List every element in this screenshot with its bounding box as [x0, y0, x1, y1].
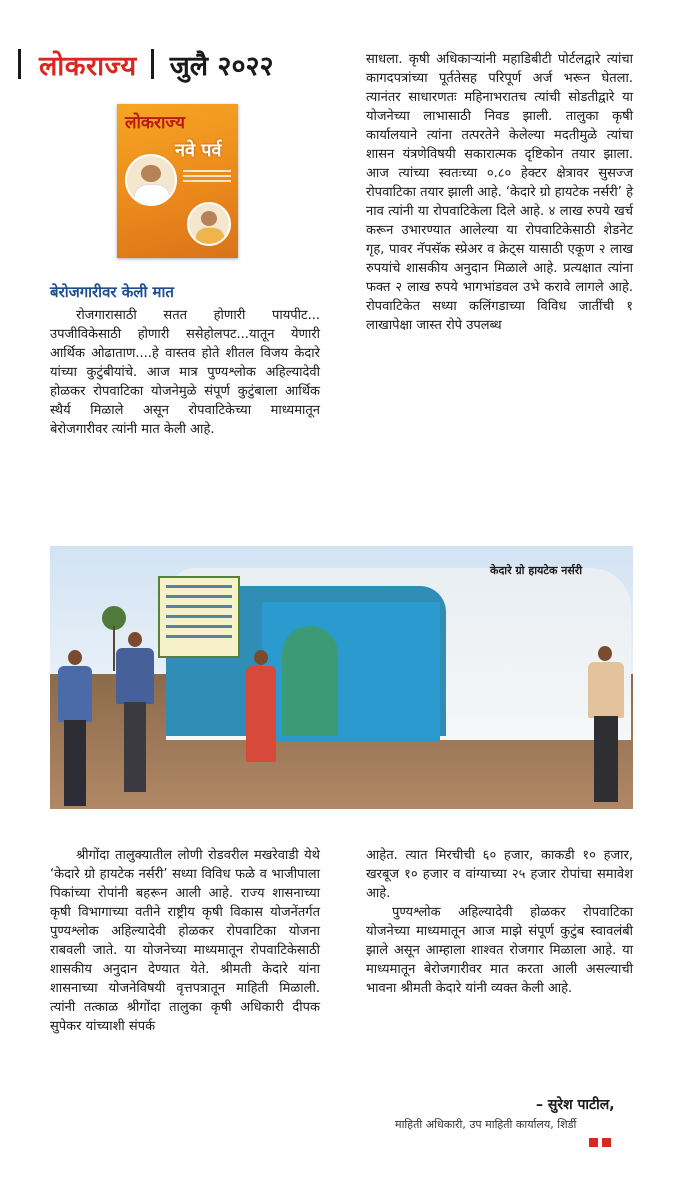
author-designation: माहिती अधिकारी, उप माहिती कार्यालय, शिर्डी	[395, 1118, 577, 1131]
article-column	[366, 846, 633, 998]
nursery-photo	[50, 546, 633, 809]
author-name: – सुरेश पाटील,	[536, 1097, 615, 1113]
cover-portrait	[187, 202, 231, 246]
masthead-divider	[18, 49, 21, 79]
scheme-signboard	[158, 576, 240, 658]
end-mark	[589, 1138, 598, 1147]
magazine-logo: लोकराज्य	[39, 50, 137, 82]
article-paragraph: पुण्यश्लोक अहिल्यादेवी होळकर रोपवाटिका योजनेच्या माध्यमातून आज माझे संपूर्ण कुटुंब स्वावलंबी झाले असून आम्हाला शाश्वत रोजगार मिळाला आहे. या माध्यमातून बेरोजगारीवर मात करता आली असल्याची भावना श्रीमती केदारे यांनी व्यक्त केली आहे.	[366, 905, 633, 996]
article-heading: बेरोजगारीवर केली मात	[50, 283, 174, 301]
article-paragraph: आहेत. त्यात मिरचीची ६० हजार, काकडी १० हजार, खरबूज १० हजार व वांग्याच्या २५ हजार रोपांचा समावेश आहे.	[366, 848, 633, 901]
end-mark	[602, 1138, 611, 1147]
cover-title: लोकराज्य	[125, 113, 185, 133]
photo-caption: केदारे ग्रो हायटेक नर्सरी	[490, 564, 583, 577]
cover-subtitle: नवे पर्व	[175, 140, 222, 161]
issue-date: जुलै २०२२	[169, 50, 274, 82]
masthead-divider	[151, 49, 154, 79]
article-paragraph: श्रीगोंदा तालुक्यातील लोणी रोडवरील मखरेवाडी येथे ‘केदारे ग्रो हायटेक नर्सरी’ सध्या विविध फळे व भाजीपाला पिकांच्या रोपांनी बहरून आली आहे. राज्य शासनाच्या कृषी विभागाच्या वतीने राष्ट्रीय कृषी विकास योजनेंतर्गत पुण्यश्लोक अहिल्यादेवी होळकर रोपवाटिका योजना राबवली जाते. या योजनेच्या माध्यमातून रोपवाटिकेसाठी शासकीय अनुदान देण्यात येते. श्रीमती केदारे यांना शासनाच्या योजनेविषयी वृत्तपत्रातून माहिती मिळाली. त्यांनी तत्काळ श्रीगोंदा तालुका कृषी अधिकारी दीपक सुपेकर यांच्याशी संपर्क	[50, 848, 320, 1034]
masthead	[18, 44, 274, 84]
article-column	[366, 50, 633, 335]
article-column	[50, 846, 320, 1036]
magazine-cover-image	[117, 104, 238, 258]
cover-tagline	[183, 170, 231, 184]
article-paragraph: रोजगारासाठी सतत होणारी पायपीट... उपजीविकेसाठी होणारी ससेहोलपट...यातून येणारी आर्थिक ओढाताण....हे वास्तव होते शीतल विजय केदारे यांच्या कुटुंबीयांचे. आज मात्र पुण्यश्लोक अहिल्यादेवी होळकर रोपवाटिका योजनेमुळे संपूर्ण कुटुंबाला आर्थिक स्थैर्य मिळाले असून रोपवाटिकेच्या माध्यमातून बेरोजगारीवर त्यांनी मात केली आहे.	[50, 308, 320, 437]
cover-portrait	[125, 154, 177, 206]
article-paragraph: साधला. कृषी अधिकाऱ्यांनी महाडिबीटी पोर्टलद्वारे त्यांचा कागदपत्रांच्या पूर्ततेसह परिपूर्ण अर्ज भरून घेतला. त्यानंतर साधारणतः महिनाभरातच त्यांची सोडतीद्वारे या योजनेच्या लाभासाठी निवड झाली. तालुका कृषी कार्यालयाने त्यांना तत्परतेने केलेल्या मदतीमुळे त्यांचा शासन यंत्रणेविषयी सकारात्मक दृष्टिकोन तयार झाला. आज त्यांच्या स्वतःच्या ०.८० हेक्टर क्षेत्रावर सुसज्ज रोपवाटिका तयार झाली आहे. ‘केदारे ग्रो हायटेक नर्सरी’ हे नाव त्यांनी या रोपवाटिकेला दिले आहे. ४ लाख रुपये खर्च करून उभारण्यात आलेल्या या रोपवाटिकेसाठी शेडनेट गृह, पावर नॅपसॅक स्प्रेअर व क्रेट्स यासाठी एकूण २ लाख रुपयांचे शासकीय अनुदान मिळाले आहे. प्रत्यक्षात त्यांना फक्त २ लाख रुपये भागभांडवल उभे करावे लागले आहे. रोपवाटिकेत सध्या कलिंगडाच्या विविध जातींची १ लाखापेक्षा जास्त रोपे उपलब्ध	[366, 52, 633, 333]
article-column	[50, 306, 320, 439]
